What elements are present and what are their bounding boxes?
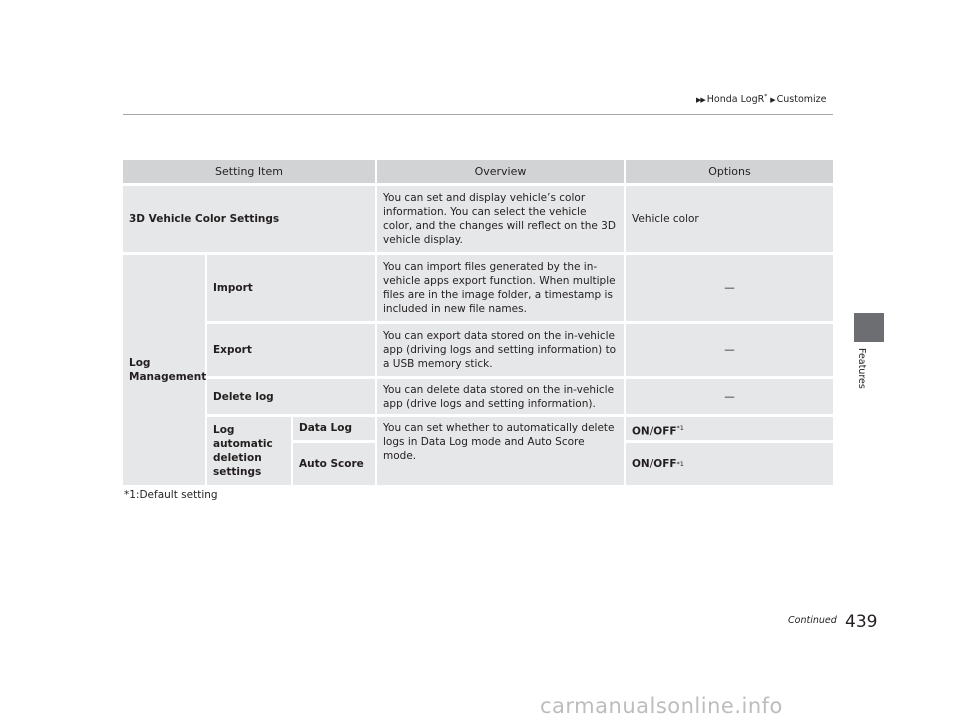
column-header-setting-item: Setting Item — [123, 160, 375, 183]
overview-export — [377, 324, 624, 376]
watermark: carmanualsonline.info — [540, 694, 783, 718]
header-rule — [123, 114, 833, 115]
breadcrumb-honda-logr: Honda LogR — [706, 94, 765, 106]
overview-delete-log-text: You can delete data stored on the in-vehicle app (drive logs and setting information). — [383, 383, 615, 410]
option-import — [626, 255, 833, 321]
overview-import — [377, 255, 624, 321]
option-import-text: — — [724, 282, 735, 294]
option-data-log-footnote-ref: *1 — [676, 424, 684, 432]
option-auto-score — [626, 443, 833, 485]
footnote: *1:Default setting — [124, 489, 218, 501]
setting-auto-score — [293, 443, 375, 485]
group-log-automatic-deletion-label: Log automatic deletion settings — [213, 424, 273, 478]
option-auto-score-on: ON — [632, 458, 650, 470]
overview-3d-vehicle-color-text: You can set and display vehicle’s color information. You can select the vehicle color, and the changes will reflect on the 3D vehicle display. — [383, 192, 616, 246]
option-export — [626, 324, 833, 376]
overview-auto-deletion-text: You can set whether to automatically delete logs in Data Log mode and Auto Score mode. — [383, 422, 615, 462]
breadcrumb-asterisk: * — [764, 93, 768, 100]
setting-import-label: Import — [213, 282, 253, 294]
column-header-overview: Overview — [377, 160, 624, 183]
option-data-log-sep: / — [649, 425, 654, 438]
option-3d-vehicle-color-text: Vehicle color — [632, 213, 699, 225]
double-arrow-icon: ▶▶ — [696, 96, 705, 105]
option-3d-vehicle-color — [626, 186, 833, 252]
overview-auto-deletion — [377, 417, 624, 485]
overview-3d-vehicle-color — [377, 186, 624, 252]
option-delete-log — [626, 379, 833, 414]
overview-import-text: You can import files generated by the in-vehicle apps export function. When multiple files are in the image folder, a timestamp is included in new file names. — [383, 261, 616, 315]
section-tab — [854, 313, 884, 342]
setting-export — [207, 324, 375, 376]
setting-export-label: Export — [213, 344, 252, 356]
group-log-management-label: Log Management — [129, 357, 207, 383]
setting-import — [207, 255, 375, 321]
group-log-management — [123, 255, 205, 485]
breadcrumb-customize: Customize — [776, 94, 827, 106]
continued-label: Continued — [788, 615, 837, 626]
option-auto-score-footnote-ref: *1 — [676, 460, 684, 468]
setting-3d-vehicle-color-label: 3D Vehicle Color Settings — [129, 213, 280, 225]
group-log-automatic-deletion — [207, 417, 291, 485]
setting-delete-log-label: Delete log — [213, 390, 274, 403]
page-number: 439 — [845, 612, 878, 632]
option-auto-score-sep: / — [649, 458, 654, 470]
option-export-text: — — [724, 344, 735, 356]
column-header-options: Options — [626, 160, 833, 183]
setting-3d-vehicle-color — [123, 186, 375, 252]
overview-delete-log — [377, 379, 624, 414]
overview-export-text: You can export data stored on the in-vehicle app (driving logs and setting information) to a USB memory stick. — [383, 330, 617, 370]
setting-delete-log — [207, 379, 375, 414]
setting-data-log-label: Data Log — [299, 422, 352, 434]
option-data-log — [626, 417, 833, 440]
option-auto-score-off: OFF — [653, 458, 677, 470]
option-data-log-on: ON — [632, 425, 650, 438]
option-data-log-off: OFF — [653, 425, 677, 438]
setting-auto-score-label: Auto Score — [299, 458, 364, 470]
arrow-icon: ▶ — [770, 96, 775, 105]
breadcrumb — [696, 93, 827, 105]
section-label: Features — [856, 348, 867, 389]
setting-data-log — [293, 417, 375, 440]
option-delete-log-text: — — [724, 390, 735, 403]
